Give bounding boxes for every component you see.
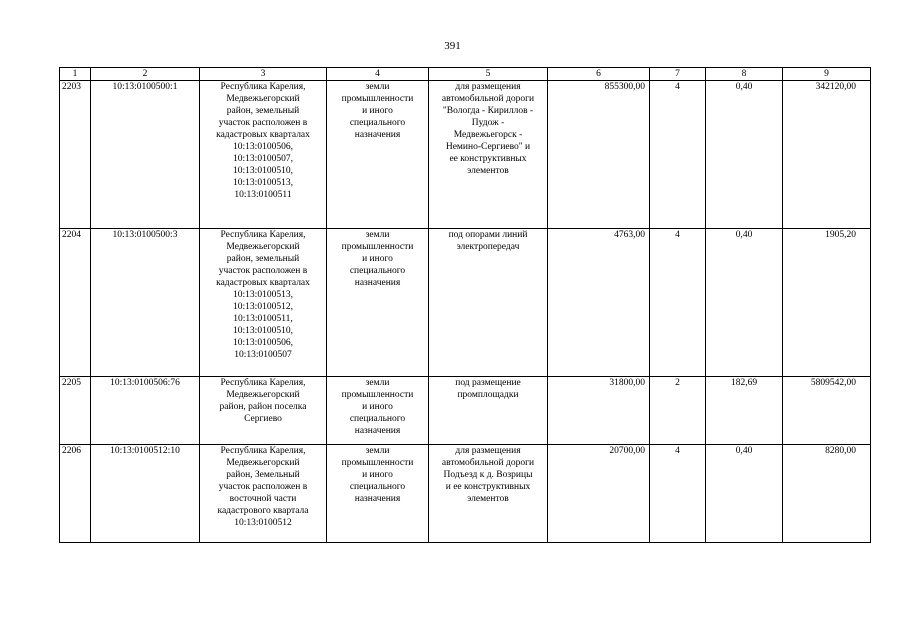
cadastral-number-cell: 10:13:0100506:76: [91, 377, 200, 445]
rate-cell: 0,40: [706, 229, 783, 377]
table-row: [60, 229, 871, 377]
area-cell: 31800,00: [548, 377, 650, 445]
permitted-use-text: для размещения автомобильной дороги "Вологда - Кириллов - Пудож - Медвежьегорск - Немино-Сергиево" и ее конструктивных элементов: [441, 82, 535, 176]
location-cell: [200, 229, 327, 377]
land-category-cell: [327, 81, 429, 229]
column-header: 2: [91, 68, 200, 81]
location-text: Республика Карелия, Медвежьегорский район, земельный участок расположен в кадастровых кварталах 10:13:0100513, 10:13:0100512, 10:13:0100511, 10:13:0100510, 10:13:0100506, 10:13:0100507: [216, 230, 310, 360]
land-category-cell: [327, 377, 429, 445]
sum-cell: 5809542,00: [783, 377, 871, 445]
land-category-text: земли промышленности и иного специального назначения: [341, 230, 414, 288]
column-header: 6: [548, 68, 650, 81]
land-category-text: земли промышленности и иного специального назначения: [341, 378, 414, 436]
page-number: 391: [444, 40, 461, 52]
permitted-use-cell: [429, 377, 548, 445]
cadastral-number-cell: 10:13:0100512:10: [91, 445, 200, 543]
area-cell: 20700,00: [548, 445, 650, 543]
permitted-use-cell: [429, 445, 548, 543]
area-cell: 4763,00: [548, 229, 650, 377]
table-row: [60, 445, 871, 543]
rate-cell: 182,69: [706, 377, 783, 445]
column-7-cell: 4: [650, 229, 706, 377]
permitted-use-cell: [429, 81, 548, 229]
cadastral-number-cell: 10:13:0100500:3: [91, 229, 200, 377]
location-text: Республика Карелия, Медвежьегорский район, земельный участок расположен в кадастровых кварталах 10:13:0100506, 10:13:0100507, 10:13:0100510, 10:13:0100513, 10:13:0100511: [216, 82, 310, 200]
land-register-table: [59, 67, 871, 543]
column-header: 9: [783, 68, 871, 81]
table-row: [60, 81, 871, 229]
land-category-cell: [327, 229, 429, 377]
cadastral-number-cell: 10:13:0100500:1: [91, 81, 200, 229]
column-header: 1: [60, 68, 91, 81]
column-header: 4: [327, 68, 429, 81]
sum-cell: 8280,00: [783, 445, 871, 543]
location-text: Республика Карелия, Медвежьегорский район, район поселка Сергиево: [219, 378, 307, 424]
sum-cell: 342120,00: [783, 81, 871, 229]
permitted-use-text: для размещения автомобильной дороги Подъезд к д. Возрицы и ее конструктивных элементов: [441, 446, 535, 504]
land-category-cell: [327, 445, 429, 543]
location-cell: [200, 445, 327, 543]
column-header: 5: [429, 68, 548, 81]
row-number-cell: 2204: [60, 229, 91, 377]
row-number-cell: 2203: [60, 81, 91, 229]
column-header: 7: [650, 68, 706, 81]
column-7-cell: 4: [650, 445, 706, 543]
permitted-use-cell: [429, 229, 548, 377]
land-category-text: земли промышленности и иного специального назначения: [341, 82, 414, 140]
header-row: [60, 68, 871, 81]
rate-cell: 0,40: [706, 81, 783, 229]
permitted-use-text: под размещение промплощадки: [455, 378, 521, 400]
area-cell: 855300,00: [548, 81, 650, 229]
column-7-cell: 4: [650, 81, 706, 229]
location-cell: [200, 377, 327, 445]
row-number-cell: 2206: [60, 445, 91, 543]
rate-cell: 0,40: [706, 445, 783, 543]
column-header: 8: [706, 68, 783, 81]
column-header: 3: [200, 68, 327, 81]
permitted-use-text: под опорами линий электропередач: [448, 230, 528, 252]
row-number-cell: 2205: [60, 377, 91, 445]
table-row: [60, 377, 871, 445]
location-text: Республика Карелия, Медвежьегорский район, Земельный участок расположен в восточной части кадастрового квартала 10:13:0100512: [217, 446, 309, 528]
sum-cell: 1905,20: [783, 229, 871, 377]
land-category-text: земли промышленности и иного специального назначения: [341, 446, 414, 504]
location-cell: [200, 81, 327, 229]
column-7-cell: 2: [650, 377, 706, 445]
